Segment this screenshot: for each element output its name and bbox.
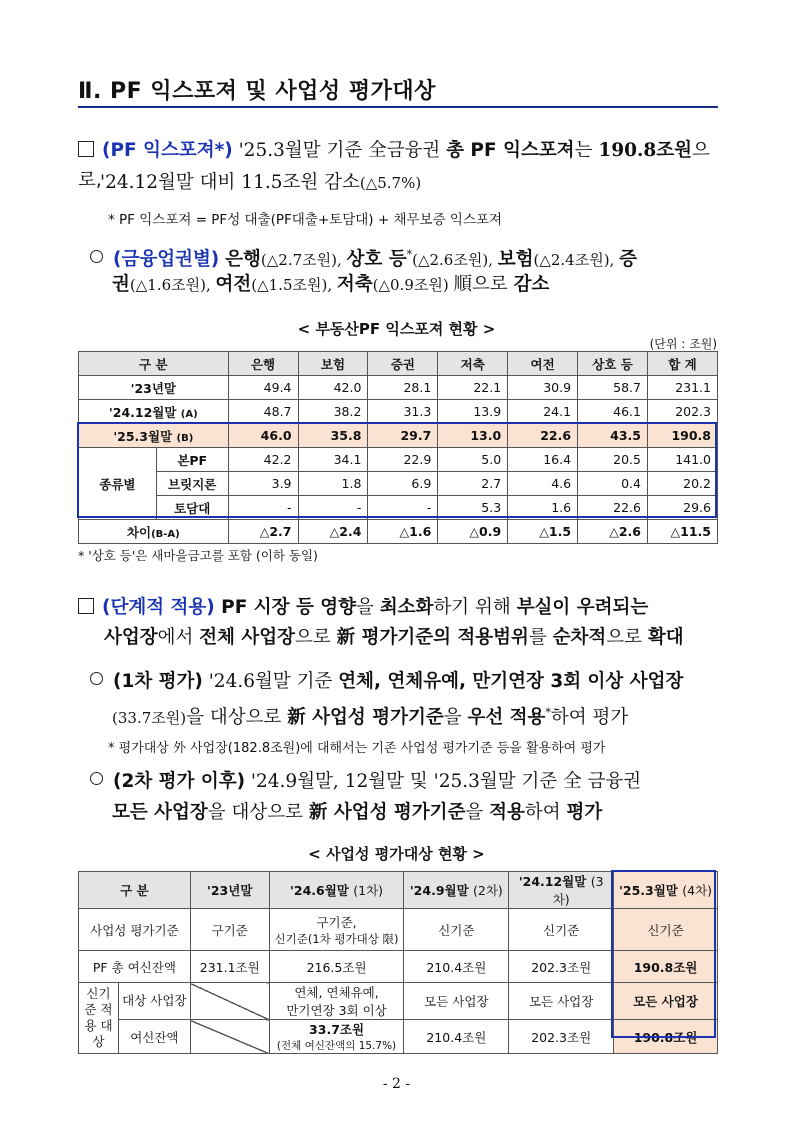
cell: 190.8조원 (614, 951, 718, 983)
row-label-suffix: (B) (176, 432, 194, 444)
cell: 5.3 (438, 496, 508, 520)
text-bold: 총 PF 익스포져 (446, 140, 575, 161)
cell: 13.9 (438, 400, 508, 424)
cell: 35.8 (298, 424, 368, 448)
cell: 29.6 (647, 496, 717, 520)
col-header (404, 872, 509, 909)
col-header: '23년말 (190, 872, 269, 909)
text: 를 (528, 627, 553, 648)
paragraph-by-sector-line2 (112, 270, 732, 300)
cell: 231.1조원 (190, 951, 269, 983)
sector-value: (△2.7조원), (260, 251, 347, 270)
sector-name: 여전 (215, 274, 252, 295)
square-bullet-icon (78, 141, 94, 157)
row-label: 토담대 (156, 496, 228, 520)
cell: 42.2 (228, 448, 298, 472)
text: 는 (574, 140, 599, 161)
col-header: 상호 등 (578, 352, 648, 376)
cell: 202.3조원 (509, 951, 614, 983)
tag-by-sector: (금융업권별) (113, 249, 220, 271)
text: '24.9월말, 12월말 및 '25.3월말 기준 全 금융권 (245, 771, 642, 792)
cell: 16.4 (508, 448, 578, 472)
col-header (509, 872, 614, 909)
text-bold: 순차적 (552, 627, 607, 648)
circle-bullet-icon (90, 250, 103, 263)
cell: 210.4조원 (404, 1020, 509, 1054)
paragraph-phased-line2 (104, 623, 754, 653)
cell: △2.7 (228, 520, 298, 544)
cell: 22.9 (368, 448, 438, 472)
text: 하기 위해 (433, 597, 517, 618)
paragraph-second-evaluation-line2 (112, 798, 732, 828)
sector-name: 저축 (336, 274, 373, 295)
table-row-diff (79, 520, 718, 544)
sector-value: (△1.6조원), (129, 276, 216, 294)
text: (33.7조원) (112, 709, 187, 728)
col-header: 구 분 (79, 872, 191, 909)
text-bold: 모든 사업장 (112, 802, 208, 823)
cell: 1.6 (508, 496, 578, 520)
text: '24.6월말 기준 (202, 671, 339, 692)
cell: 43.5 (578, 424, 648, 448)
cell: 49.4 (228, 376, 298, 400)
paragraph-second-evaluation (90, 767, 730, 797)
table-header-row (79, 352, 718, 376)
text-bold: 新 사업성 평가기준 (308, 802, 466, 823)
row-label: 사업성 평가기준 (79, 909, 191, 951)
col-header-main: '24.12월말 (518, 874, 587, 889)
text: '24.12월말 대비 11.5조원 감소 (100, 172, 360, 193)
cell: 22.6 (508, 424, 578, 448)
table2-title: < 사업성 평가대상 현황 > (308, 845, 485, 863)
row-label-text: 차이 (126, 524, 152, 540)
cell: 231.1 (647, 376, 717, 400)
text: '25.3월말 기준 全금융권 (232, 140, 447, 161)
sector-value: (△0.9조원) (372, 276, 454, 294)
row-label (79, 520, 229, 544)
cell: △0.9 (438, 520, 508, 544)
text: 을 대상으로 (186, 707, 288, 729)
footnote-mark: * (406, 248, 413, 261)
cell: 202.3조원 (509, 1020, 614, 1054)
cell: 30.9 (508, 376, 578, 400)
highlight-box (77, 422, 717, 518)
cell-line: 연체, 연체유예, (294, 985, 379, 1000)
sector-name: 권 (112, 274, 130, 295)
sector-name: 상호 등 (346, 249, 407, 271)
table1-footnote: * '상호 등'은 새마을금고를 포함 (이하 동일) (78, 548, 318, 563)
cell: △1.5 (508, 520, 578, 544)
paragraph-first-evaluation-line2 (112, 698, 732, 733)
table-row (79, 400, 718, 424)
cell: 모든 사업장 (404, 983, 509, 1020)
cell: 모든 사업장 (614, 983, 718, 1020)
text: 을 (443, 707, 468, 729)
row-label-suffix: (B-A) (151, 528, 180, 540)
section-heading: Ⅱ. PF 익스포져 및 사업성 평가대상 (78, 79, 436, 104)
cell: 13.0 (438, 424, 508, 448)
row-label: 대상 사업장 (118, 983, 190, 1020)
row-label: 본PF (156, 448, 228, 472)
cell: 28.1 (368, 376, 438, 400)
text: 을 (356, 597, 380, 618)
row-label: 브릿지론 (156, 472, 228, 496)
cell-line: 만기연장 3회 이상 (286, 1003, 387, 1018)
footnote-mark: * (545, 706, 551, 719)
col-header-sub: (1차) (353, 883, 384, 898)
heading-rule (78, 106, 718, 108)
text-bold: 新 사업성 평가기준 (287, 707, 444, 729)
empty-diagonal-cell (190, 983, 269, 1020)
paragraph-pf-exposure-line2 (100, 168, 750, 198)
text-bold: PF 시장 등 영향 (214, 597, 357, 618)
text-bold: 감소 (513, 274, 550, 295)
cell: 46.0 (228, 424, 298, 448)
cell (269, 1020, 404, 1054)
text: 하여 (524, 802, 567, 823)
note-first-evaluation: * 평가대상 外 사업장(182.8조원)에 대해서는 기존 사업성 평가기준 등을 활용하여 평가 (108, 741, 606, 756)
group-label: 신기준 적용 대상 (79, 983, 119, 1054)
tag-second-eval: (2차 평가 이후) (113, 771, 246, 792)
sector-value: (△2.4조원), (533, 251, 620, 270)
col-header-sub: (4차) (682, 883, 713, 898)
text-bold: 사업장 (104, 627, 158, 648)
cell: 31.3 (368, 400, 438, 424)
cell: 1.8 (298, 472, 368, 496)
row-label: '23년말 (79, 376, 229, 400)
cell: 3.9 (228, 472, 298, 496)
cell: 0.4 (578, 472, 648, 496)
text-bold: 확대 (647, 627, 684, 648)
cell: 141.0 (647, 448, 717, 472)
cell-line: (전체 여신잔액의 15.7%) (276, 1040, 397, 1052)
cell: △2.4 (298, 520, 368, 544)
group-label: 종류별 (79, 448, 157, 520)
sector-value: (△1.5조원), (251, 276, 337, 294)
row-label (79, 400, 229, 424)
text-bold: 최소화 (379, 597, 434, 618)
cell: - (368, 496, 438, 520)
cell: 42.0 (298, 376, 368, 400)
cell: 20.5 (578, 448, 648, 472)
row-label: 여신잔액 (118, 1020, 190, 1054)
cell: 210.4조원 (404, 951, 509, 983)
row-label-text: '24.12월말 (108, 404, 177, 420)
col-header: 증권 (368, 352, 438, 376)
text: 으로 (606, 627, 648, 648)
cell: 22.6 (578, 496, 648, 520)
cell: 202.3 (647, 400, 717, 424)
cell: 20.2 (647, 472, 717, 496)
cell: 2.7 (438, 472, 508, 496)
text: 을 대상으로 (207, 802, 309, 823)
cell: 5.0 (438, 448, 508, 472)
highlight-box (611, 870, 716, 1038)
row-label: PF 총 여신잔액 (79, 951, 191, 983)
paragraph-first-evaluation (90, 667, 730, 697)
text: 을 (465, 802, 490, 823)
sector-value: (△2.6조원), (412, 251, 498, 270)
cell (269, 909, 404, 951)
sector-name: 은행 (225, 249, 261, 271)
paragraph-phased-application (78, 593, 728, 623)
col-header: 구 분 (79, 352, 229, 376)
cell: - (228, 496, 298, 520)
col-header: 저축 (438, 352, 508, 376)
text-bold: 적용 (489, 802, 525, 823)
col-header-main: '25.3월말 (619, 883, 678, 898)
tag-pf-exposure: (PF 익스포져*) (102, 140, 233, 161)
row-label-suffix: (A) (180, 408, 198, 420)
text-bold: 연체, 연체유예, 만기연장 3회 이상 사업장 (338, 671, 684, 692)
note-pf-exposure: * PF 익스포져 = PF성 대출(PF대출+토담대) + 채무보증 익스포져 (108, 212, 503, 228)
col-header: 여전 (508, 352, 578, 376)
col-header-sub: (3차) (552, 874, 604, 907)
circle-bullet-icon (90, 772, 103, 785)
cell: 22.1 (438, 376, 508, 400)
col-header: 은행 (228, 352, 298, 376)
text: 으로 (295, 627, 337, 648)
cell: 46.1 (578, 400, 648, 424)
text-bold: 新 평가기준의 적용범위 (336, 627, 529, 648)
tag-first-eval: (1차 평가) (113, 671, 203, 692)
cell: 190.8 (647, 424, 717, 448)
col-header-sub: (2차) (473, 883, 503, 898)
col-header (269, 872, 404, 909)
text-bold: 평가 (566, 802, 603, 823)
col-header-main: '24.6월말 (290, 883, 349, 898)
text: 에서 (157, 627, 200, 648)
cell (269, 983, 404, 1020)
total-value: 190.8조원 (598, 140, 693, 161)
cell: 58.7 (578, 376, 648, 400)
text: 으로, (78, 140, 710, 191)
cell: 신기준 (614, 909, 718, 951)
cell: △2.6 (578, 520, 648, 544)
cell: 216.5조원 (269, 951, 404, 983)
text-bold: 부실이 우려되는 (516, 597, 649, 618)
col-header: 보험 (298, 352, 368, 376)
cell: 48.7 (228, 400, 298, 424)
cell: 34.1 (298, 448, 368, 472)
cell: 구기준 (190, 909, 269, 951)
cell: 24.1 (508, 400, 578, 424)
tag-phased: (단계적 적용) (102, 597, 215, 618)
text: (△5.7%) (359, 174, 422, 192)
cell: 신기준 (509, 909, 614, 951)
col-header-main: '24.9월말 (409, 883, 469, 898)
table1-unit: (단위 : 조원) (649, 337, 717, 351)
row-label-text: '25.3월말 (113, 428, 173, 444)
cell: 6.9 (368, 472, 438, 496)
cell: 190.8조원 (614, 1020, 718, 1054)
text: 하여 평가 (550, 707, 629, 729)
cell: 38.2 (298, 400, 368, 424)
cell: △1.6 (368, 520, 438, 544)
cell: 모든 사업장 (509, 983, 614, 1020)
col-header: 합 계 (647, 352, 717, 376)
empty-diagonal-cell (190, 1020, 269, 1054)
text-bold: 전체 사업장 (199, 627, 296, 648)
cell: - (298, 496, 368, 520)
text: 順으로 (453, 274, 514, 295)
cell: 신기준 (404, 909, 509, 951)
cell: 29.7 (368, 424, 438, 448)
page-number: - 2 - (382, 1076, 411, 1092)
cell-line: 33.7조원 (309, 1022, 365, 1037)
cell-line: 구기준, (316, 914, 357, 930)
cell: △11.5 (647, 520, 717, 544)
text-bold: 우선 적용 (467, 707, 546, 729)
sector-name: 증 (619, 249, 637, 271)
table1-title: < 부동산PF 익스포져 현황 > (297, 320, 496, 338)
sector-name: 보험 (497, 249, 534, 271)
circle-bullet-icon (90, 672, 103, 685)
cell: 4.6 (508, 472, 578, 496)
table-row (79, 376, 718, 400)
square-bullet-icon (78, 598, 94, 614)
cell-line: 신기준(1차 평가대상 限) (274, 931, 399, 946)
